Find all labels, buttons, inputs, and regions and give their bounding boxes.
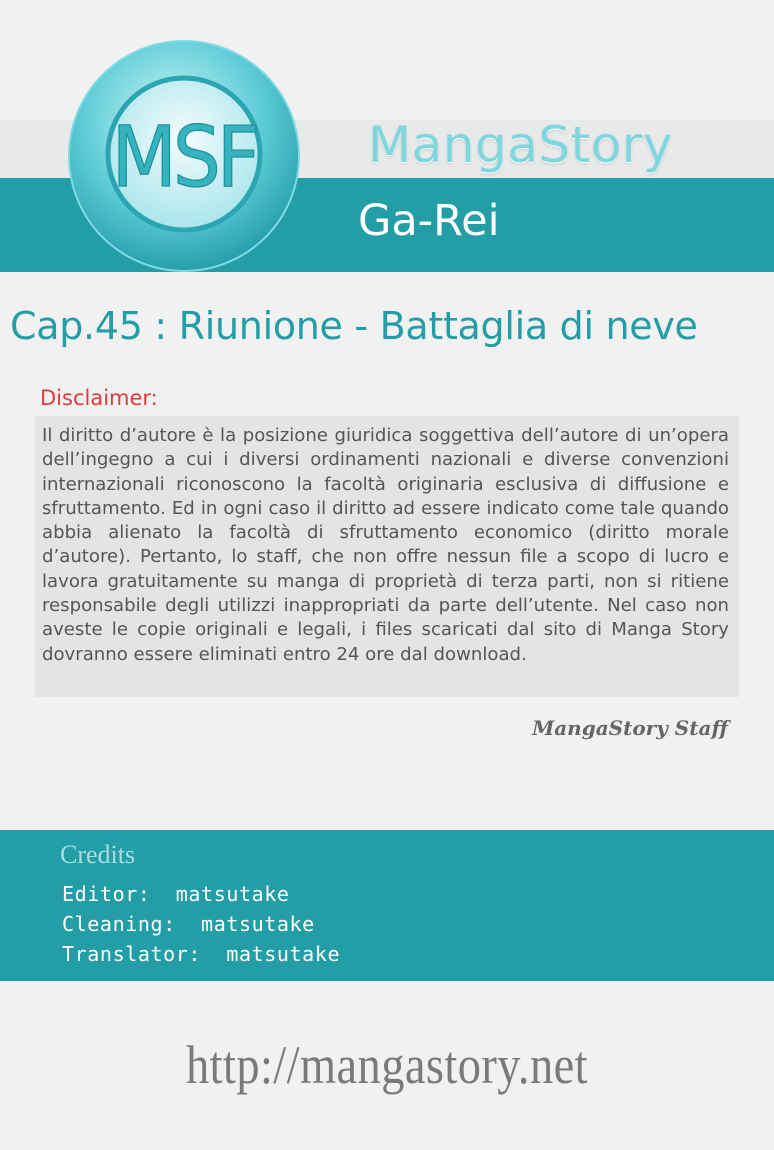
disclaimer-label: Disclaimer: [40, 386, 158, 410]
chapter-title: Cap.45 : Riunione - Battaglia di neve [10, 304, 698, 348]
credit-cleaning: Cleaning: matsutake [62, 912, 315, 936]
credits-band [0, 830, 774, 981]
site-name: MangaStory [368, 116, 673, 174]
site-url: http://mangastory.net [186, 1035, 588, 1095]
credit-translator: Translator: matsutake [62, 942, 341, 966]
credit-editor: Editor: matsutake [62, 882, 290, 906]
msf-logo [66, 38, 302, 274]
credits-heading: Credits [60, 840, 136, 869]
logo-text: MSF [111, 108, 257, 206]
series-title: Ga-Rei [358, 196, 500, 246]
staff-signature: MangaStory Staff [532, 716, 728, 740]
disclaimer-box [35, 416, 739, 697]
disclaimer-text: Il diritto d’autore è la posizione giuridica soggettiva dell’autore di un’opera dell’ingegno a cui i diversi ordinamenti nazionali e diverse convenzioni internazionali riconoscono la facoltà originaria esclusiva di diffusione e sfruttamento. Ed in ogni caso il diritto ad essere indicato come tale quando abbia alienato la facoltà di sfruttamento economico (diritto morale d’autore). Pertanto, lo staff, che non offre nessun file a scopo di lucro e lavora gratuitamente su manga di proprietà di terza parti, non si ritiene responsabile degli utilizzi inappropriati da parte dell’utente. Nel caso non aveste le copie originali e legali, i files scaricati dal sito di Manga Story dovranno essere eliminati entro 24 ore dal download. [42, 425, 729, 665]
